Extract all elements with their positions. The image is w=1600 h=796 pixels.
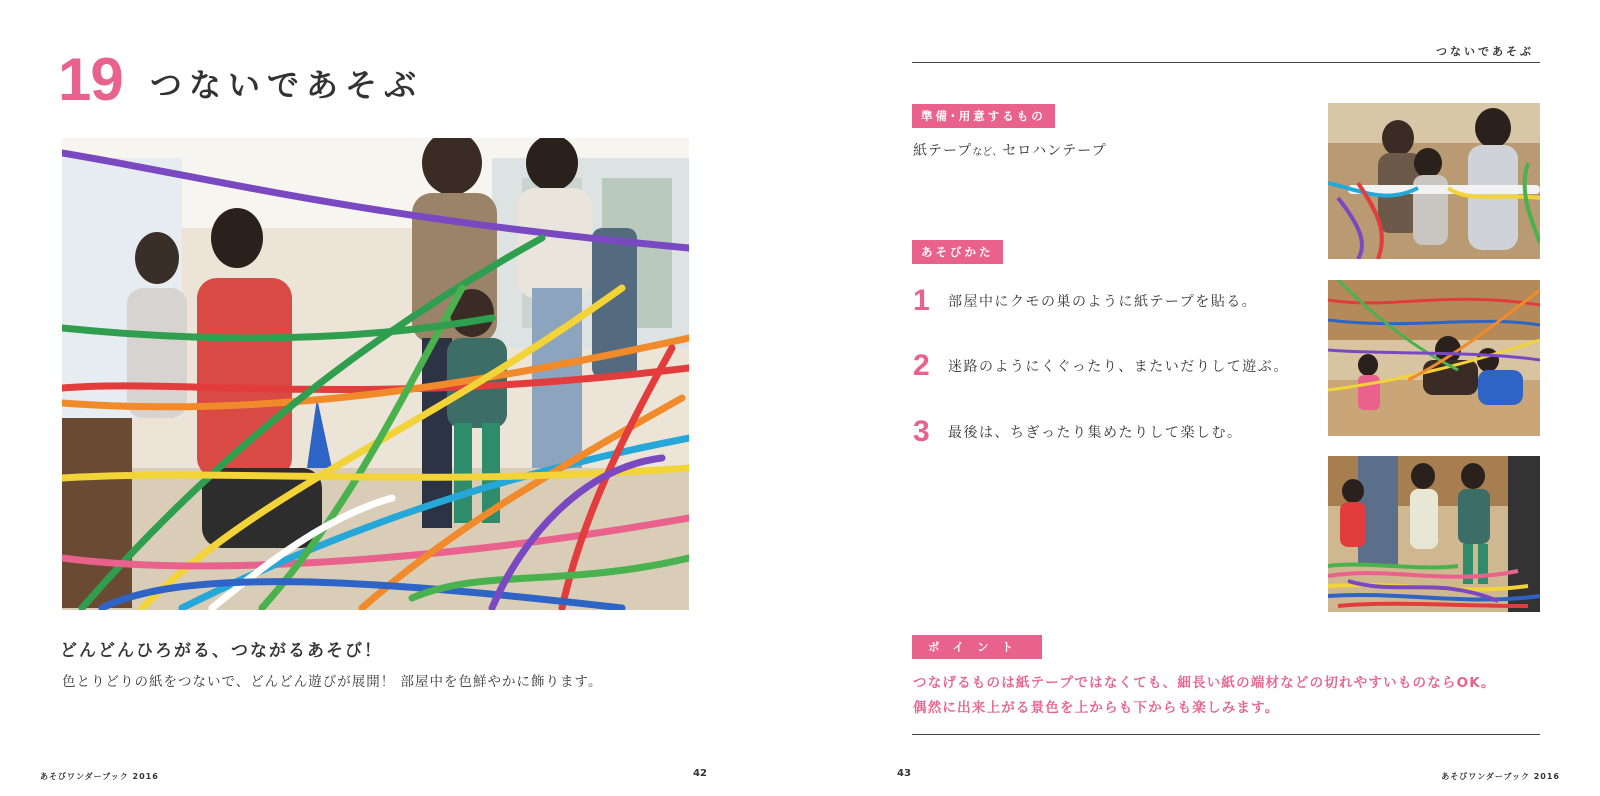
how-to-play-label: あそびかた (912, 240, 1003, 264)
point-text (913, 671, 1496, 721)
page-number-right: 43 (897, 768, 911, 779)
step-item (913, 417, 1243, 447)
materials-rest: セロハンテープ (1002, 143, 1107, 159)
step-text: 部屋中にクモの巣のように紙テープを貼る。 (948, 294, 1258, 310)
materials-small: など、 (972, 147, 1003, 158)
step-text: 最後は、ちぎったり集めたりして楽しむ。 (948, 425, 1243, 441)
intro-text: 色とりどりの紙をつないで、どんどん遊びが展開！ 部屋中を色鮮やかに飾ります。 (62, 674, 603, 690)
running-head: つないであそぶ (1436, 45, 1534, 58)
step-number: 2 (913, 349, 930, 382)
point-label: ポイント (912, 635, 1042, 659)
thumbnail-photo-3 (1328, 456, 1540, 612)
step-number: 3 (913, 415, 930, 448)
materials-main: 紙テープ (913, 143, 973, 159)
materials-label: 準備･用意するもの (912, 104, 1055, 128)
step-item (913, 351, 1289, 381)
point-line: つなげるものは紙テープではなくても、細長い紙の端材などの切れやすいものならOK。 (913, 675, 1496, 691)
point-line: 偶然に出来上がる景色を上からも下からも楽しみます。 (913, 700, 1280, 716)
subheading: どんどんひろがる、つながるあそび！ (60, 641, 383, 661)
step-text: 迷路のようにくぐったり、またいだりして遊ぶ。 (948, 359, 1289, 375)
thumbnail-photo-1 (1328, 103, 1540, 259)
activity-number: 19 (58, 46, 123, 113)
bottom-rule (912, 734, 1540, 735)
main-photo (62, 138, 689, 610)
top-rule (912, 62, 1540, 63)
footer-book-title-left: あそびワンダーブック 2016 (40, 772, 159, 781)
activity-title: つないであそぶ (150, 66, 424, 104)
page-number-left: 42 (693, 768, 707, 779)
step-number: 1 (913, 284, 930, 317)
thumbnail-photo-2 (1328, 280, 1540, 436)
step-item (913, 286, 1257, 316)
footer-book-title-right: あそびワンダーブック 2016 (1441, 772, 1560, 781)
materials-text (913, 140, 1107, 160)
